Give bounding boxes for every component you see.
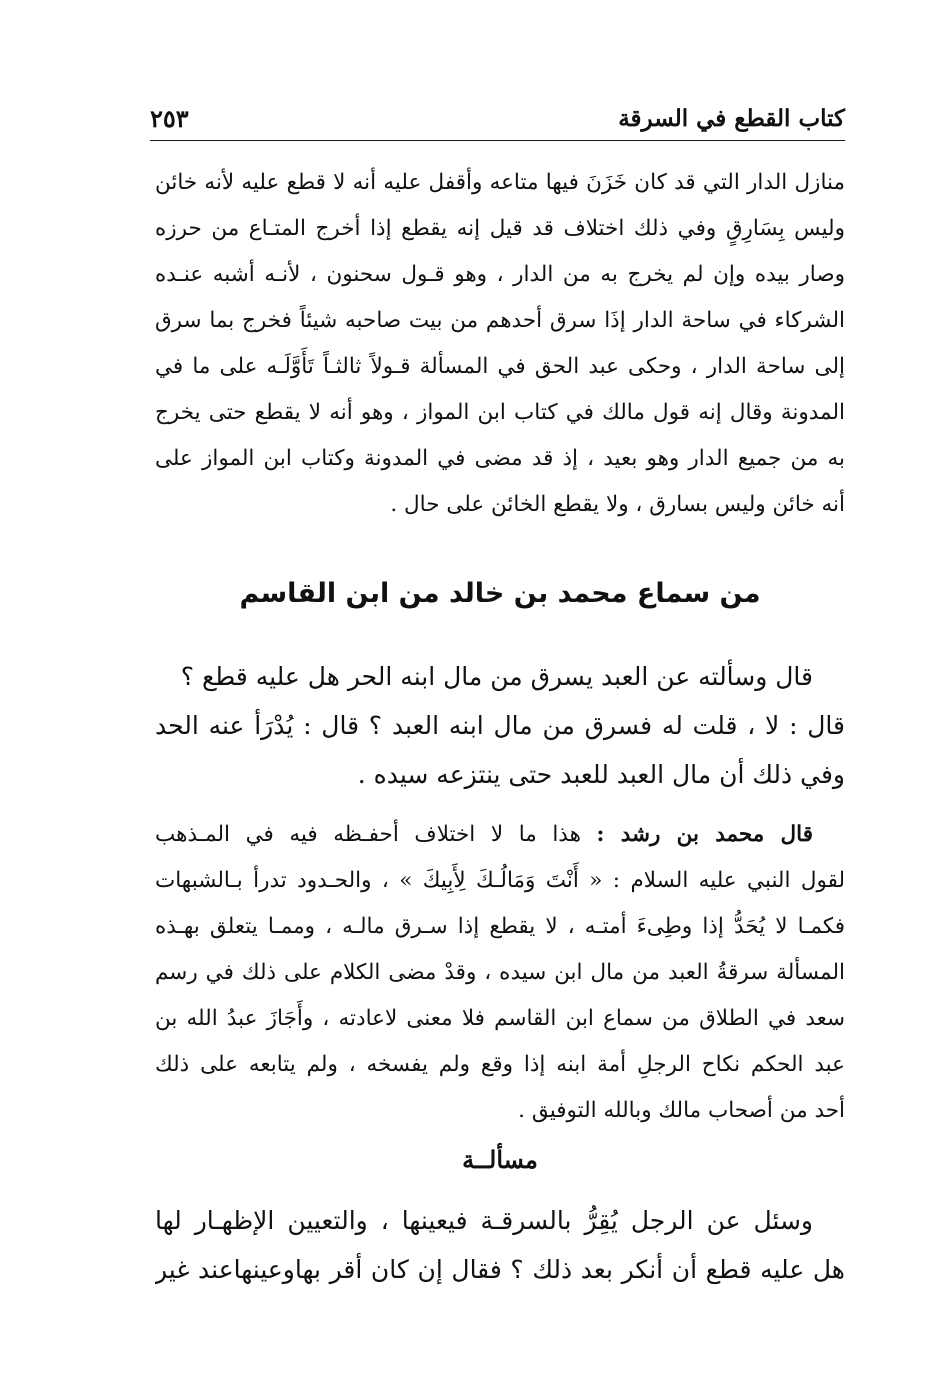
running-title: كتاب القطع في السرقة (618, 104, 845, 132)
paragraph-line: وفي ذلك أن مال العبد للعبد حتى ينتزعه سيده . (357, 760, 845, 789)
question-2 (155, 1196, 845, 1294)
paragraph-line: منازل الدار التي قد كان خَزَنَ فيها متاعه وأقفل عليه أنه لا قطع عليه لأنه خائن (155, 170, 845, 195)
paragraph-line: المسألة سرقةُ العبد من مال ابن سيده ، وقدْ مضى الكلام على ذلك في رسم (155, 960, 845, 985)
paragraph-line: أنه خائن وليس بسارق ، ولا يقطع الخائن على حال . (390, 492, 845, 517)
page-header (150, 96, 845, 141)
commentary (155, 812, 845, 1134)
section-heading: من سماع محمد بن خالد من ابن القاسم (239, 578, 761, 609)
paragraph-line: به من جميع الدار وهو بعيد ، إذ قد مضى في المدونة وكتاب ابن المواز على (155, 446, 845, 471)
paragraph-line: قال : لا ، قلت له فسرق من مال ابنه العبد ؟ قال : يُدْرَأ عنه الحد (155, 711, 845, 740)
paragraph-line: وسئل عن الرجل يُقِرُّ بالسرقـة فيعينها ، والتعيين الإظهـار لها (155, 1206, 813, 1235)
paragraph-line: قال وسألته عن العبد يسرق من مال ابنه الحر هل عليه قطع ؟ (180, 662, 813, 691)
paragraph-line: سعد في الطلاق من سماع ابن القاسم فلا معنى لاعادته ، وأَجَازَ عبدُ الله بن (155, 1006, 845, 1031)
paragraph-1 (155, 160, 845, 528)
paragraph-line: المدونة وقال إنه قول مالك في كتاب ابن المواز ، وهو أنه لا يقطع حتى يخرج (155, 400, 845, 425)
paragraph-line: الشركاء في ساحة الدار إذَا سرق أحدهم من بيت صاحبه شيئاً فخرج بما سرق (155, 308, 845, 333)
paragraph-line: إلى ساحة الدار ، وحكى عبد الحق في المسألة قـولاً ثالثـاً تَأَوَّلَـه على ما في (155, 354, 845, 379)
commentary-speaker: قال محمد بن رشد : (596, 822, 813, 847)
paragraph-line: لقول النبي عليه السلام : « أَنْتَ وَمَالُـكَ لِأَبِيكَ » ، والحـدود تدرأ بـالشبهات (155, 868, 845, 893)
page-number: ٢٥٣ (150, 103, 189, 133)
paragraph-line: أحد من أصحاب مالك وبالله التوفيق . (518, 1098, 845, 1123)
question-1 (155, 652, 845, 799)
paragraph-line: فكمـا لا يُحَدُّ إذا وطِىءَ أمتـه ، لا يقطع إذا سـرق مالـه ، وممـا يتعلق بهـذه (155, 914, 845, 939)
commentary-first-line-text: هذا ما لا اختلاف أحفـظه فيه في المـذهب (155, 822, 581, 847)
paragraph-line: وصار بيده وإن لم يخرج به من الدار ، وهو قـول سحنون ، لأنـه أشبه عنـده (155, 262, 845, 287)
commentary-first-line (155, 812, 845, 858)
paragraph-line: هل عليه قطع أن أنكر بعد ذلك ؟ فقال إن كان أقر بهاوعينهاعند غير (155, 1255, 845, 1284)
paragraph-line: وليس بِسَارِقٍ وفي ذلك اختلاف قد قيل إنه يقطع إذا أخرج المتـاع من حرزه (155, 216, 845, 241)
masala-heading: مسألــة (462, 1145, 538, 1174)
paragraph-line: عبد الحكم نكاح الرجلِ أمة ابنه إذا وقع ولم يفسخه ، ولم يتابعه على ذلك (155, 1052, 845, 1077)
